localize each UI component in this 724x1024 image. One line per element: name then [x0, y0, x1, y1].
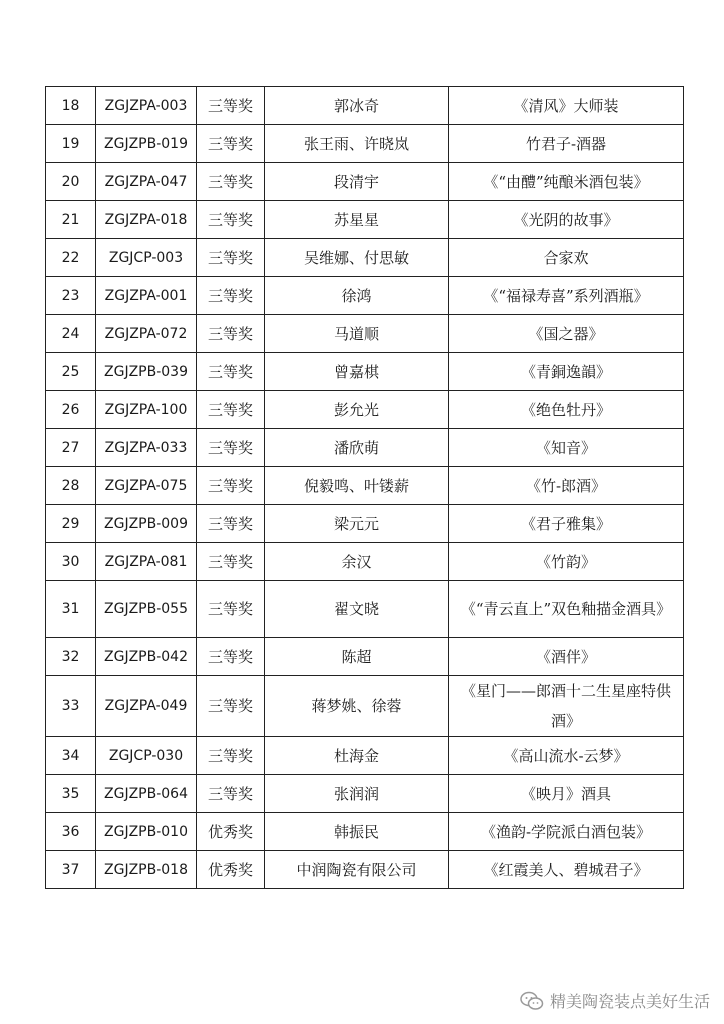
row-number: 34 — [46, 737, 96, 775]
author-name: 韩振民 — [265, 813, 449, 851]
entry-code: ZGJZPA-072 — [96, 315, 197, 353]
work-title: 《清风》大师装 — [449, 87, 684, 125]
awards-table — [45, 86, 684, 889]
row-number: 36 — [46, 813, 96, 851]
work-title: 《绝色牡丹》 — [449, 391, 684, 429]
row-number: 28 — [46, 467, 96, 505]
award-level: 三等奖 — [197, 163, 265, 201]
row-number: 33 — [46, 676, 96, 737]
table-row — [46, 125, 684, 163]
table-row — [46, 87, 684, 125]
author-name: 蒋梦姚、徐蓉 — [265, 676, 449, 737]
work-title: 竹君子-酒器 — [449, 125, 684, 163]
author-name: 徐鸿 — [265, 277, 449, 315]
award-level: 三等奖 — [197, 467, 265, 505]
award-level: 三等奖 — [197, 277, 265, 315]
entry-code: ZGJZPB-018 — [96, 851, 197, 889]
entry-code: ZGJZPB-039 — [96, 353, 197, 391]
table-row — [46, 775, 684, 813]
entry-code: ZGJZPB-019 — [96, 125, 197, 163]
author-name: 杜海金 — [265, 737, 449, 775]
award-level: 三等奖 — [197, 676, 265, 737]
entry-code: ZGJZPA-100 — [96, 391, 197, 429]
table-row — [46, 201, 684, 239]
work-title: 《竹韵》 — [449, 543, 684, 581]
table-row — [46, 391, 684, 429]
work-title: 《映月》酒具 — [449, 775, 684, 813]
table-row — [46, 638, 684, 676]
work-title: 《竹-郎酒》 — [449, 467, 684, 505]
work-title: 《国之器》 — [449, 315, 684, 353]
author-name: 段清宇 — [265, 163, 449, 201]
work-title: 《青銅逸韻》 — [449, 353, 684, 391]
entry-code: ZGJZPA-001 — [96, 277, 197, 315]
row-number: 35 — [46, 775, 96, 813]
work-title: 《光阴的故事》 — [449, 201, 684, 239]
author-name: 马道顺 — [265, 315, 449, 353]
row-number: 18 — [46, 87, 96, 125]
row-number: 22 — [46, 239, 96, 277]
author-name: 张润润 — [265, 775, 449, 813]
work-title: 合家欢 — [449, 239, 684, 277]
work-title: 《红霞美人、碧城君子》 — [449, 851, 684, 889]
award-level: 三等奖 — [197, 775, 265, 813]
row-number: 37 — [46, 851, 96, 889]
award-level: 三等奖 — [197, 201, 265, 239]
awards-table-body — [46, 87, 684, 889]
author-name: 中润陶瓷有限公司 — [265, 851, 449, 889]
entry-code: ZGJZPA-003 — [96, 87, 197, 125]
award-level: 三等奖 — [197, 353, 265, 391]
entry-code: ZGJZPA-047 — [96, 163, 197, 201]
row-number: 19 — [46, 125, 96, 163]
row-number: 25 — [46, 353, 96, 391]
table-row — [46, 163, 684, 201]
table-row — [46, 239, 684, 277]
row-number: 31 — [46, 581, 96, 638]
table-row — [46, 429, 684, 467]
award-level: 三等奖 — [197, 239, 265, 277]
row-number: 30 — [46, 543, 96, 581]
entry-code: ZGJZPA-081 — [96, 543, 197, 581]
table-row — [46, 851, 684, 889]
author-name: 陈超 — [265, 638, 449, 676]
work-title: 《酒伴》 — [449, 638, 684, 676]
work-title: 《高山流水-云梦》 — [449, 737, 684, 775]
work-title: 《君子雅集》 — [449, 505, 684, 543]
award-level: 三等奖 — [197, 125, 265, 163]
award-level: 三等奖 — [197, 391, 265, 429]
author-name: 余汉 — [265, 543, 449, 581]
award-level: 优秀奖 — [197, 851, 265, 889]
work-title: 《“由醴”纯酿米酒包装》 — [449, 163, 684, 201]
author-name: 潘欣萌 — [265, 429, 449, 467]
row-number: 21 — [46, 201, 96, 239]
row-number: 24 — [46, 315, 96, 353]
table-row — [46, 505, 684, 543]
table-row — [46, 737, 684, 775]
entry-code: ZGJZPB-009 — [96, 505, 197, 543]
table-row — [46, 581, 684, 638]
table-row — [46, 277, 684, 315]
award-level: 优秀奖 — [197, 813, 265, 851]
work-title: 《渔韵-学院派白酒包装》 — [449, 813, 684, 851]
entry-code: ZGJCP-030 — [96, 737, 197, 775]
entry-code: ZGJZPA-049 — [96, 676, 197, 737]
award-level: 三等奖 — [197, 581, 265, 638]
entry-code: ZGJZPA-018 — [96, 201, 197, 239]
award-level: 三等奖 — [197, 543, 265, 581]
entry-code: ZGJZPB-055 — [96, 581, 197, 638]
work-title: 《“青云直上”双色釉描金酒具》 — [449, 581, 684, 638]
table-row — [46, 543, 684, 581]
author-name: 吴维娜、付思敏 — [265, 239, 449, 277]
table-row — [46, 353, 684, 391]
award-level: 三等奖 — [197, 429, 265, 467]
author-name: 郭冰奇 — [265, 87, 449, 125]
table-row — [46, 813, 684, 851]
wechat-icon — [520, 991, 544, 1011]
row-number: 32 — [46, 638, 96, 676]
author-name: 彭允光 — [265, 391, 449, 429]
watermark — [520, 989, 710, 1012]
table-row — [46, 467, 684, 505]
row-number: 29 — [46, 505, 96, 543]
entry-code: ZGJZPA-033 — [96, 429, 197, 467]
author-name: 苏星星 — [265, 201, 449, 239]
row-number: 27 — [46, 429, 96, 467]
entry-code: ZGJZPA-075 — [96, 467, 197, 505]
award-level: 三等奖 — [197, 315, 265, 353]
author-name: 翟文晓 — [265, 581, 449, 638]
table-row — [46, 315, 684, 353]
work-title: 《“福禄寿喜”系列酒瓶》 — [449, 277, 684, 315]
row-number: 26 — [46, 391, 96, 429]
award-level: 三等奖 — [197, 638, 265, 676]
row-number: 20 — [46, 163, 96, 201]
award-level: 三等奖 — [197, 737, 265, 775]
entry-code: ZGJCP-003 — [96, 239, 197, 277]
row-number: 23 — [46, 277, 96, 315]
work-title: 《星门——郎酒十二生星座特供酒》 — [449, 676, 684, 737]
watermark-text: 精美陶瓷装点美好生活 — [549, 992, 710, 1011]
entry-code: ZGJZPB-064 — [96, 775, 197, 813]
author-name: 张王雨、许晓岚 — [265, 125, 449, 163]
entry-code: ZGJZPB-042 — [96, 638, 197, 676]
award-level: 三等奖 — [197, 505, 265, 543]
work-title: 《知音》 — [449, 429, 684, 467]
author-name: 倪毅鸣、叶镂薪 — [265, 467, 449, 505]
award-level: 三等奖 — [197, 87, 265, 125]
entry-code: ZGJZPB-010 — [96, 813, 197, 851]
author-name: 梁元元 — [265, 505, 449, 543]
table-row — [46, 676, 684, 737]
author-name: 曾嘉棋 — [265, 353, 449, 391]
